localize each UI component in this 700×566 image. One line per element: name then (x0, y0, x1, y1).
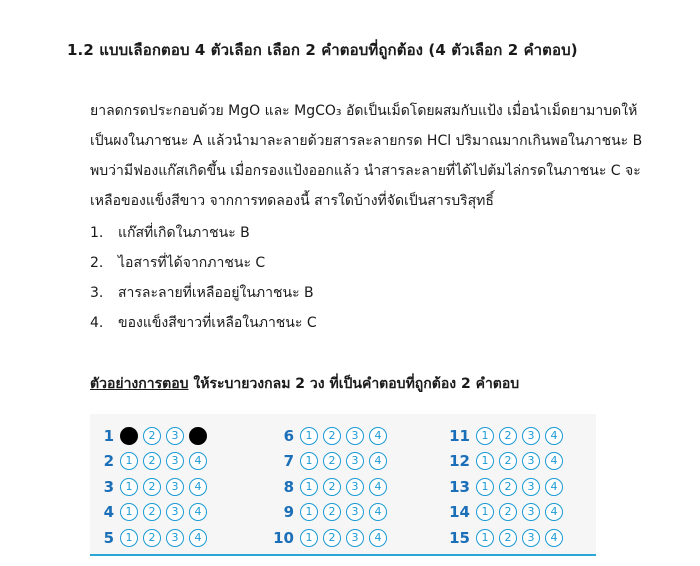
option-2 (90, 248, 317, 278)
answer-row (442, 525, 568, 551)
option-number: 2. (90, 255, 104, 271)
answer-row (442, 423, 568, 449)
answer-bubble[interactable]: 1 (476, 529, 494, 547)
answer-options (90, 218, 317, 338)
option-number: 4. (90, 315, 104, 331)
option-text: ไอสารที่ได้จากภาชนะ C (118, 255, 266, 271)
question-number: 4 (103, 503, 114, 522)
option-number: 3. (90, 285, 104, 301)
question-number: 10 (273, 528, 294, 547)
question-number: 8 (283, 477, 294, 496)
answer-bubble[interactable]: 2 (323, 452, 341, 470)
answer-bubble[interactable]: 1 (300, 503, 318, 521)
question-number: 14 (449, 503, 470, 522)
question-number: 15 (449, 528, 470, 547)
answer-bubble[interactable]: 4 (545, 427, 563, 445)
answer-bubble[interactable]: 4 (545, 503, 563, 521)
answer-row (86, 449, 212, 475)
option-3 (90, 278, 317, 308)
answer-bubble[interactable]: 3 (166, 427, 184, 445)
answer-bubble[interactable]: 1 (120, 503, 138, 521)
paragraph-line: เป็นผงในภาชนะ A แล้วนำมาละลายด้วยสารละลายกรด HCl ปริมาณมากเกินพอในภาชนะ B (90, 133, 643, 149)
answer-row (442, 449, 568, 475)
answer-bubble[interactable]: 1 (476, 503, 494, 521)
answer-sheet (90, 414, 596, 556)
answer-bubble[interactable]: 4 (369, 452, 387, 470)
answer-bubble[interactable]: 4 (189, 529, 207, 547)
answer-bubble[interactable]: 4 (545, 478, 563, 496)
question-number: 9 (283, 503, 294, 522)
answer-bubble[interactable]: 4 (369, 478, 387, 496)
question-number: 1 (103, 426, 114, 445)
answer-row (442, 474, 568, 500)
option-text: ของแข็งสีขาวที่เหลือในภาชนะ C (118, 315, 317, 331)
answer-row (86, 423, 212, 449)
answer-bubble[interactable]: 2 (323, 529, 341, 547)
answer-bubble[interactable]: 3 (522, 529, 540, 547)
answer-bubble[interactable]: 3 (166, 529, 184, 547)
answer-row (266, 474, 392, 500)
option-text: แก๊สที่เกิดในภาชนะ B (118, 225, 250, 241)
answer-bubble[interactable]: 2 (499, 452, 517, 470)
answer-bubble[interactable]: 4 (545, 452, 563, 470)
option-4 (90, 308, 317, 338)
answer-bubble[interactable]: 3 (522, 452, 540, 470)
question-number: 2 (103, 452, 114, 471)
answer-bubble[interactable]: 1 (300, 529, 318, 547)
answer-bubble[interactable]: 3 (346, 529, 364, 547)
answer-bubble[interactable]: 3 (522, 503, 540, 521)
answer-bubble[interactable]: 1 (300, 478, 318, 496)
answer-bubble[interactable]: 4 (189, 503, 207, 521)
answer-column (86, 423, 212, 551)
question-number: 11 (449, 426, 470, 445)
answer-bubble[interactable]: 2 (143, 529, 161, 547)
answer-row (86, 525, 212, 551)
answer-bubble[interactable]: 4 (189, 452, 207, 470)
answer-row (86, 500, 212, 526)
answer-bubble[interactable]: 2 (323, 478, 341, 496)
answer-bubble[interactable]: 1 (476, 427, 494, 445)
answer-row (266, 500, 392, 526)
answer-bubble[interactable]: 1 (300, 452, 318, 470)
answer-bubble[interactable]: 3 (166, 478, 184, 496)
answer-column (266, 423, 392, 551)
example-title (90, 373, 519, 395)
option-1 (90, 218, 317, 248)
example-label: ตัวอย่างการตอบ (90, 376, 189, 392)
answer-bubble[interactable]: 3 (346, 478, 364, 496)
answer-bubble[interactable]: 4 (369, 529, 387, 547)
answer-bubble[interactable]: 4 (545, 529, 563, 547)
answer-bubble[interactable]: 3 (522, 427, 540, 445)
answer-bubble[interactable]: 3 (346, 452, 364, 470)
question-number: 3 (103, 477, 114, 496)
paragraph-line: ยาลดกรดประกอบด้วย MgO และ MgCO₃ อัดเป็นเม็ดโดยผสมกับแป้ง เมื่อนำเม็ดยามาบดให้ (90, 103, 638, 119)
answer-row (266, 525, 392, 551)
answer-bubble[interactable]: 3 (166, 503, 184, 521)
question-number: 12 (449, 452, 470, 471)
answer-row (442, 500, 568, 526)
answer-row (266, 423, 392, 449)
answer-bubble[interactable]: 2 (143, 427, 161, 445)
answer-bubble[interactable]: 1 (120, 452, 138, 470)
answer-bubble[interactable]: 4 (369, 427, 387, 445)
answer-bubble[interactable]: 2 (499, 529, 517, 547)
answer-bubble[interactable]: 1 (120, 478, 138, 496)
answer-bubble[interactable]: 3 (522, 478, 540, 496)
answer-bubble[interactable]: 2 (499, 503, 517, 521)
answer-bubble[interactable]: 1 (300, 427, 318, 445)
answer-bubble[interactable]: 3 (166, 452, 184, 470)
question-number: 5 (103, 528, 114, 547)
option-text: สารละลายที่เหลืออยู่ในภาชนะ B (118, 285, 314, 301)
question-number: 6 (283, 426, 294, 445)
answer-bubble[interactable]: 2 (323, 503, 341, 521)
filled-answer-bubble[interactable]: 1 (120, 427, 138, 445)
answer-bubble[interactable]: 1 (120, 529, 138, 547)
example-instruction: ให้ระบายวงกลม 2 วง ที่เป็นคำตอบที่ถูกต้อง 2 คำตอบ (188, 376, 520, 392)
answer-bubble[interactable]: 3 (346, 503, 364, 521)
paragraph-line: เหลือของแข็งสีขาว จากการทดลองนี้ สารใดบ้างที่จัดเป็นสารบริสุทธิ์ (90, 193, 494, 209)
filled-answer-bubble[interactable]: 4 (189, 427, 207, 445)
answer-row (86, 474, 212, 500)
answer-bubble[interactable]: 1 (476, 478, 494, 496)
answer-bubble[interactable]: 3 (346, 427, 364, 445)
answer-bubble[interactable]: 2 (143, 452, 161, 470)
answer-bubble[interactable]: 4 (369, 503, 387, 521)
option-number: 1. (90, 225, 104, 241)
answer-bubble[interactable]: 2 (499, 427, 517, 445)
answer-bubble[interactable]: 2 (143, 478, 161, 496)
answer-column (442, 423, 568, 551)
answer-bubble[interactable]: 1 (476, 452, 494, 470)
answer-bubble[interactable]: 2 (499, 478, 517, 496)
paragraph-line: พบว่ามีฟองแก๊สเกิดขึ้น เมื่อกรองแป้งออกแล้ว นำสารละลายที่ได้ไปต้มไล่กรดในภาชนะ C จะ (90, 163, 641, 179)
answer-bubble[interactable]: 2 (143, 503, 161, 521)
question-number: 13 (449, 477, 470, 496)
question-paragraph (90, 96, 660, 216)
section-heading: 1.2 แบบเลือกตอบ 4 ตัวเลือก เลือก 2 คำตอบที่ถูกต้อง (4 ตัวเลือก 2 คำตอบ) (67, 41, 578, 59)
answer-row (266, 449, 392, 475)
question-number: 7 (283, 452, 294, 471)
answer-bubble[interactable]: 4 (189, 478, 207, 496)
answer-bubble[interactable]: 2 (323, 427, 341, 445)
